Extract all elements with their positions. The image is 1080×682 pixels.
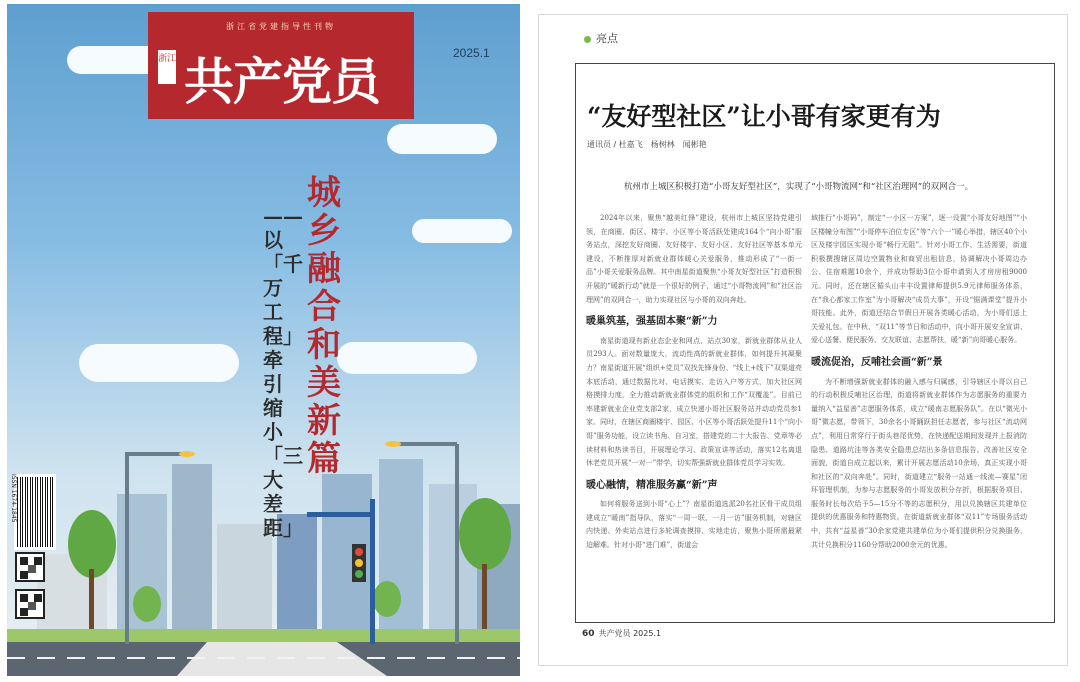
article-paragraph: 南星街道现有新业态企业和网点、站点30家，新就业群体从业人员293人。面对数量庞大，流动性高的新就业群体，如何提升其凝聚力？南星街道开展“组织+党员”双找先锋身份、“线上+线下”双渠道亮本底活动，通过数据比对、电话摸实、走访入户等方式，加大社区网格摸排力度，全力推动新就业群体党的组织和工作“双覆盖”。目前已率建新就业企业党支部2家，成立快递小哥社区服务站并动动党员参1家。同时，在辖区商圈楼宇、园区、小区等小哥活跃处提升11个“向小哥”服务功能，设立读书角、自习室，搭建党的二十大报告、党章等必读材料和热读书目，开展理论学习、政策宣讲等活动，落实12名离退休老党员开展“一对一”带学，切实帮强新就业群体党员学习实效。 [586,336,802,468]
bush [133,586,161,622]
cloud [337,342,477,374]
qr-code [15,552,45,582]
magazine-cover [7,4,520,676]
yellow-light [355,559,363,567]
folio-issue: 2025.1 [633,629,662,638]
masthead-title: 共产党员 [184,52,380,111]
masthead-badge: 浙江 [158,50,176,84]
article-authors: 通讯员 / 杜嘉飞 杨树林 闻彬艳 [587,140,707,149]
lamp-light [179,451,195,457]
qr-code [15,589,45,619]
barcode [14,474,56,550]
cloud [412,219,512,243]
article-subheading: 暖流促治，反哺社会画“新”景 [811,356,943,368]
cloud [387,124,497,154]
building [117,494,167,644]
section-name: 亮点 [596,32,618,45]
section-label [584,30,618,46]
article-paragraph: 如何将服务送到小哥“心上”？南星街道选派20名社区骨干成员组建成立“暖南”指导队，落实“一周一联、一月一访”服务机制，对辖区内快递、外卖站点进行多轮调查摸排、实地走访，聚焦小哥所需最紧迫解难。针对小哥“进门难”，街道会 [586,500,802,550]
issn-label: ISSN 1674-1845 [10,474,17,523]
masthead-subtitle: 浙江省党建指导性刊物 [226,22,336,31]
article-paragraph: 为不断增强新就业群体的融入感与归属感，引导辖区小哥以自己的行动积极反哺社区治理，街道将新就业群体作为志愿服务的重要力量纳入“益星善”志愿服务体系，成立“暖南志愿服务队”。在以“微光小哥”微志愿，带领下，30余名小哥踊跃担任志愿者，参与社区“流动网点”，利用日常穿行于街头巷尾优势，在快递配送期间发现并上报消防隐患、道路坑洼等各类安全隐患总结出多条信息报告。改善社区安全面貌，街道自成立起以来，累计开展志愿活动10余场，真正实现小哥和社区的“双向奔赴”。同时，街道建立“服务一站通一线流—赛星”闭环管理机制，为参与志愿服务的小哥发放积分存折，根据服务项目、服务时长每次给予5—15分不等的志愿积分，用以兑换辖区共建单位提供的优惠服务和特惠物资。在街道新就业群体“双11”专场服务活动中，共有“益星善”30余家党建共建单位为小哥们提供积分兑换服务，共计兑换积分1160分帮助2000余元的优惠。 [811,377,1027,549]
tree [68,510,116,578]
building [217,524,272,644]
issue-number: 2025.1 [453,46,490,60]
traffic-light-pole [370,499,375,644]
green-light [355,570,363,578]
street-lamp-arm [395,442,457,446]
street-lamp [455,444,459,644]
page-number: 60 [582,629,595,639]
street-lamp [125,454,129,644]
section-dot-icon [584,36,591,43]
article-paragraph: 域推行“小哥码”，制定“一小区一方案”，逐一设置“小哥友好地图”“小区楼幢分布图”“小哥停车泊位专区”等“六个一”暖心举措，辖区40个小区及楼宇园区实现小哥“畅行无阻”。针对小哥工作、生活需要，街道积极撰搜辖区周边空置物业和商贸出租信息，协调解决小哥周边办公、住宿难题10余个，并成功帮助3位小哥申请到人才房房租9000元。同时，还在辖区循头山丰丰设置律师提供5.9元律师服务体系，在“我心都家工作室”为小哥解决“成员大事”，开设“锯满课堂”提升小哥技能。此外，街道还结合节假日开展各类暖心活动，为小哥们送上关爱礼包。在中秋、“双11”等节日和活动中，向小哥开展安全宣讲、爱心送餐、便民服务、交友联谊、志愿帮扶，暖“新”向哥暖心服务。 [811,214,1027,345]
article-subheading: 暖心融情，精准服务赢“新”声 [586,479,718,491]
building [172,464,212,644]
lamp-light [385,441,401,447]
cover-subheadline: ——以「千万工程」牵引缩小「三大差距」 [263,204,303,540]
cloud [79,344,239,382]
bush [373,581,401,617]
masthead [148,12,414,119]
article-title: “友好型社区”让小哥有家更有为 [587,102,941,131]
folio-magazine: 共产党员 [598,629,631,638]
article-lead: 杭州市上城区积极打造“小哥友好型社区”，实现了“小哥物流网”和“社区治理网”的双网合一。 [624,182,974,192]
article-paragraph: 2024年以来，聚焦“越美红锋”建设，杭州市上城区坚持党建引领，在商圈、街区、楼宇、小区等小哥活跃处建成164个“向小哥”服务站点，深挖友好商圈、友好楼宇、友好小区、友好社区等基本单元建设，不断推厚对新就业群体暖心关爱服务，推动形成了“一街一品”小哥关爱服务品牌。其中南星街道聚焦“小哥友好型社区”打造积极开展的“暖新行动”就是一个很好的例子，通过“小哥物流网”和“社区治理网”的双网合一，助力实现社区与小哥的双向奔赴。 [586,214,802,304]
tree [459,498,511,570]
article-column-left [586,212,802,553]
page-folio [582,628,661,639]
article-column-right [811,212,1027,552]
street-lamp-arm [125,452,185,456]
cover-headline: 城乡融合 和美新篇 [307,173,341,479]
traffic-light-arm [307,512,375,517]
article-subheading: 暖巢筑基，强基固本聚“新”力 [586,316,718,328]
red-light [355,548,363,556]
